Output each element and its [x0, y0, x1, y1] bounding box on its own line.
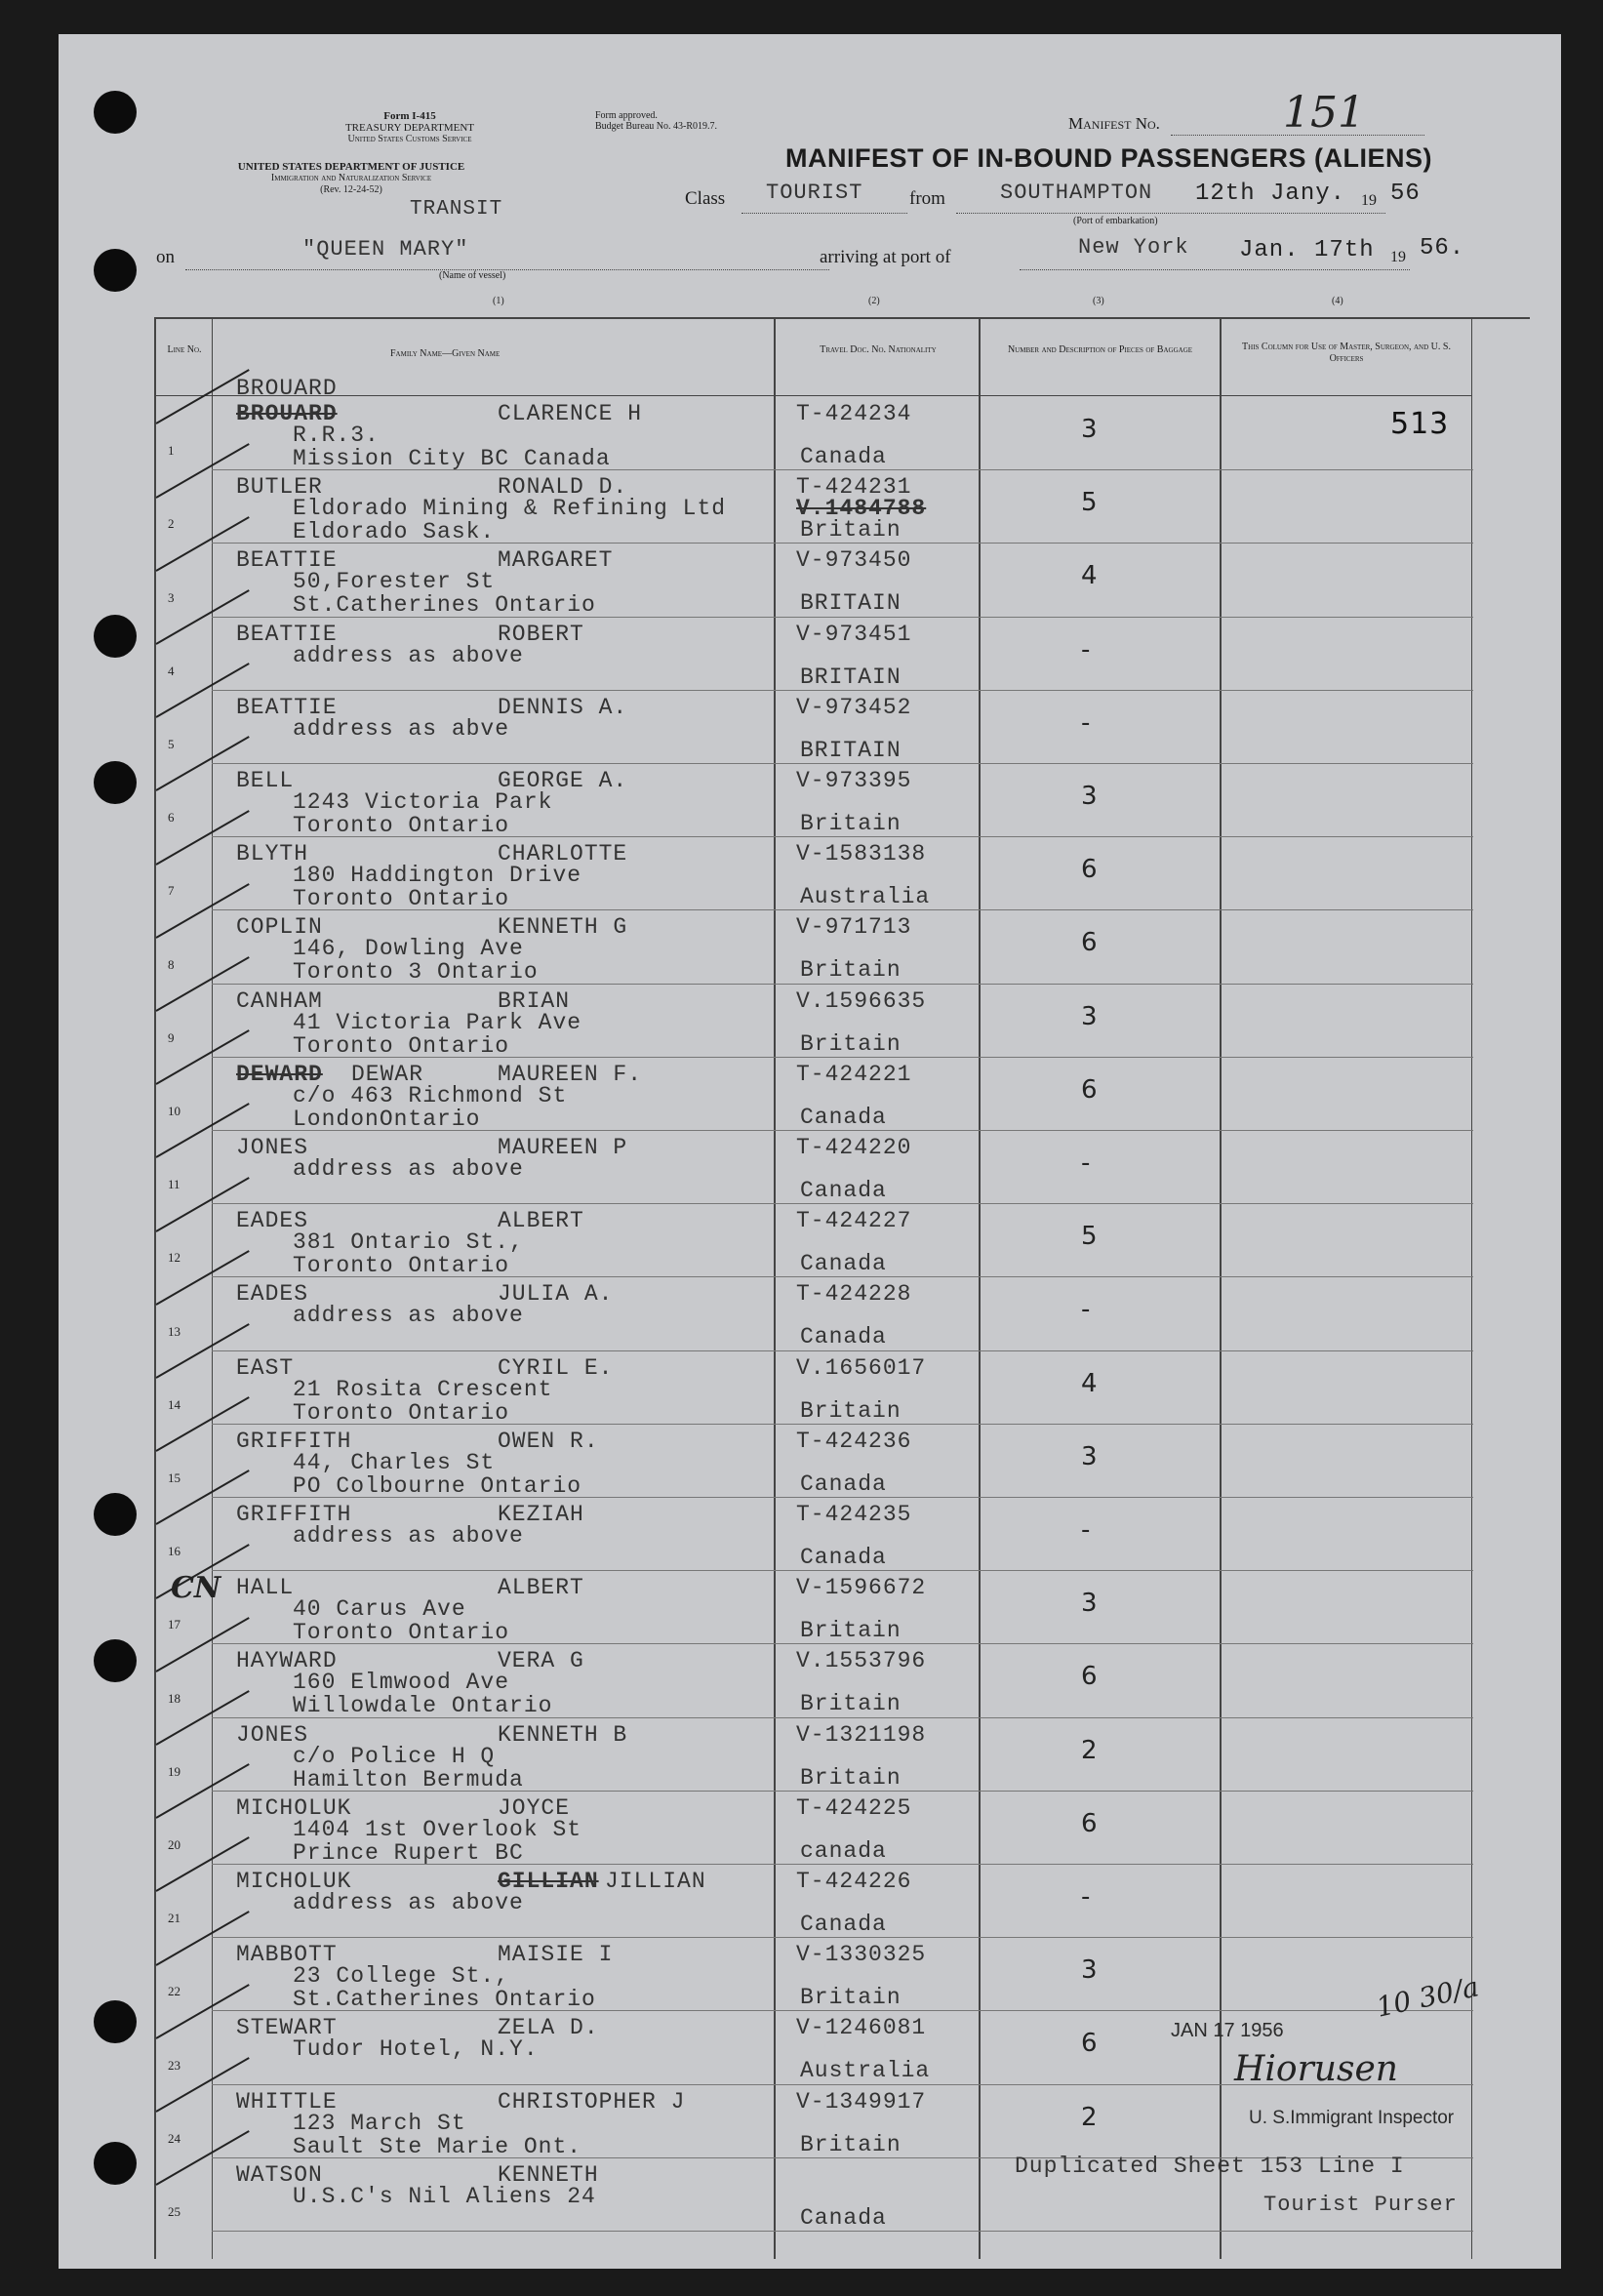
- manifest-label: Manifest No.: [1068, 114, 1160, 133]
- margin-cn-note: CN: [171, 1571, 221, 1605]
- travel-doc-number: T-424235: [796, 1502, 912, 1527]
- address-line-1: 160 Elmwood Ave: [293, 1670, 510, 1696]
- baggage-count: -: [1081, 1148, 1092, 1178]
- baggage-count: 5: [1081, 1222, 1099, 1252]
- binder-hole: [94, 249, 137, 292]
- baggage-count: 3: [1081, 1589, 1099, 1619]
- table-row: [59, 544, 1473, 617]
- line-number: 6: [168, 810, 175, 826]
- address-line-2: PO Colbourne Ontario: [293, 1472, 582, 1499]
- manifest-number: 151: [1283, 88, 1365, 138]
- arrival-date: Jan. 17th: [1239, 237, 1375, 263]
- address-line-2: Prince Rupert BC: [293, 1839, 524, 1866]
- from-underline: [956, 212, 1385, 214]
- line-number: 19: [168, 1763, 180, 1779]
- nationality: Canada: [800, 1545, 887, 1570]
- given-name: JILLIAN: [605, 1869, 706, 1894]
- table-row: [59, 470, 1473, 544]
- line-number: 8: [168, 956, 175, 972]
- given-name: KENNETH G: [498, 914, 628, 941]
- address-line-2: Sault Ste Marie Ont.: [293, 2133, 582, 2159]
- table-row: [59, 1498, 1473, 1571]
- line-number: 9: [168, 1029, 175, 1045]
- manifest-sheet: [59, 34, 1561, 2269]
- address-line-1: 180 Haddington Drive: [293, 863, 582, 889]
- col-number-3: (3): [1093, 296, 1104, 306]
- family-name: BEATTIE: [236, 547, 338, 574]
- table-row: [59, 376, 1473, 471]
- address-line-2: Eldorado Sask.: [293, 519, 496, 545]
- nationality: Britain: [800, 517, 902, 544]
- given-name: MAUREEN F.: [498, 1061, 643, 1087]
- family-name: EAST: [236, 1354, 295, 1381]
- address-line-1: 21 Rosita Crescent: [293, 1376, 553, 1402]
- arrival-year: 56.: [1420, 235, 1465, 262]
- year-prefix: 19: [1361, 192, 1377, 209]
- baggage-count: -: [1081, 1515, 1092, 1545]
- table-row: [59, 1792, 1473, 1865]
- form-approved: Form approved.: [595, 110, 658, 121]
- address-line-2: Toronto Ontario: [293, 1399, 510, 1426]
- nationality: BRITAIN: [800, 664, 902, 690]
- nationality: BRITAIN: [800, 590, 902, 617]
- address-line-1: 381 Ontario St.,: [293, 1229, 524, 1256]
- col-number-1: (1): [493, 296, 504, 306]
- header-travel-doc: Travel Doc. No. Nationality: [820, 344, 937, 355]
- address-line-1: 50,Forester St: [293, 569, 496, 595]
- family-name: STEWART: [236, 2015, 338, 2041]
- line-number: 25: [168, 2203, 180, 2219]
- family-name: CANHAM: [236, 987, 323, 1014]
- address-line-1: 1404 1st Overlook St: [293, 1816, 582, 1842]
- travel-doc-number: V-1321198: [796, 1721, 927, 1748]
- given-name: BRIAN: [498, 987, 571, 1014]
- header-name: Family Name—Given Name: [390, 348, 501, 359]
- line-number: 16: [168, 1544, 180, 1559]
- travel-doc-number: V-973451: [796, 621, 912, 647]
- duplicated-note: Duplicated Sheet 153 Line I: [1015, 2154, 1405, 2179]
- baggage-count: -: [1081, 1882, 1092, 1912]
- address-line-1: c/o Police H Q: [293, 1743, 496, 1769]
- transit-label: TRANSIT: [410, 198, 503, 221]
- stamp-date: JAN 17 1956: [1171, 2020, 1284, 2041]
- table-row: [59, 1277, 1473, 1350]
- address-line-1: Tudor Hotel, N.Y.: [293, 2036, 539, 2063]
- family-name: HALL: [236, 1575, 295, 1601]
- table-row: [59, 837, 1473, 910]
- address-line-1: 1243 Victoria Park: [293, 789, 553, 815]
- line-number: 23: [168, 2057, 180, 2073]
- travel-doc-number: V-1583138: [796, 841, 927, 867]
- travel-doc-number: T-424226: [796, 1869, 912, 1894]
- nationality: canada: [800, 1837, 887, 1864]
- officer-note: 513: [1390, 407, 1450, 441]
- travel-doc-number: V-971713: [796, 914, 912, 941]
- table-row: [59, 1058, 1473, 1131]
- family-name: MICHOLUK: [236, 1794, 352, 1821]
- from-label: from: [909, 188, 945, 209]
- given-name: OWEN R.: [498, 1428, 599, 1454]
- table-row: [59, 1425, 1473, 1498]
- given-name: CLARENCE H: [498, 401, 643, 426]
- address-line-2: Toronto 3 Ontario: [293, 959, 539, 986]
- inspector-label: U. S.Immigrant Inspector: [1249, 2108, 1455, 2128]
- nationality: Britain: [800, 1985, 902, 2011]
- given-name: KENNETH: [498, 2161, 599, 2188]
- line-number: 17: [168, 1617, 180, 1632]
- given-name: RONALD D.: [498, 474, 628, 501]
- struck-given-name: GILLIAN: [498, 1869, 599, 1894]
- address-line-1: c/o 463 Richmond St: [293, 1082, 568, 1108]
- line-number: 18: [168, 1690, 180, 1706]
- address-line-1: 123 March St: [293, 2110, 466, 2136]
- address-line-2: Toronto Ontario: [293, 1032, 510, 1059]
- address-line-1: address as above: [293, 1523, 524, 1549]
- given-name: KEZIAH: [498, 1502, 584, 1527]
- family-name: DEWAR: [351, 1061, 424, 1087]
- address-line-1: 23 College St.,: [293, 1963, 510, 1990]
- nationality: Canada: [800, 1251, 887, 1277]
- travel-doc-number: T-424228: [796, 1281, 912, 1308]
- travel-doc-number: T-424225: [796, 1794, 912, 1821]
- purser-label: Tourist Purser: [1263, 2193, 1458, 2217]
- from-value: SOUTHAMPTON: [1000, 181, 1153, 205]
- struck-doc-number: V.1484788: [796, 496, 927, 522]
- baggage-count: 3: [1081, 415, 1099, 444]
- address-line-1: address as above: [293, 642, 524, 668]
- page-title: MANIFEST OF IN-BOUND PASSENGERS (ALIENS): [785, 143, 1433, 173]
- nationality: Canada: [800, 1470, 887, 1497]
- travel-doc-number: V-1246081: [796, 2015, 927, 2041]
- family-name: GRIFFITH: [236, 1502, 352, 1527]
- line-number: 24: [168, 2130, 180, 2146]
- travel-doc-number: V-973395: [796, 768, 912, 793]
- address-line-2: Hamilton Bermuda: [293, 1766, 524, 1792]
- travel-doc-number: V-1330325: [796, 1942, 927, 1968]
- baggage-count: 6: [1081, 928, 1099, 958]
- nationality: Britain: [800, 1030, 902, 1057]
- nationality: Britain: [800, 957, 902, 984]
- baggage-count: 6: [1081, 1074, 1099, 1105]
- family-correction: BROUARD: [236, 376, 338, 401]
- address-line-1: 44, Charles St: [293, 1449, 496, 1475]
- nationality: Canada: [800, 1104, 887, 1130]
- table-row: [59, 1865, 1473, 1938]
- ins-label: Immigration and Naturalization Service: [270, 173, 432, 183]
- family-name: EADES: [236, 1208, 309, 1234]
- embark-caption: (Port of embarkation): [1073, 216, 1158, 226]
- col-number-2: (2): [868, 296, 880, 306]
- given-name: CHARLOTTE: [498, 841, 628, 867]
- given-name: CYRIL E.: [498, 1354, 614, 1381]
- class-label: Class: [685, 188, 726, 209]
- line-number: 10: [168, 1103, 180, 1118]
- baggage-count: 3: [1081, 782, 1099, 811]
- baggage-count: -: [1081, 1295, 1092, 1325]
- address-line-2: LondonOntario: [293, 1106, 481, 1132]
- nationality: Canada: [800, 1178, 887, 1203]
- travel-doc-number: T-424221: [796, 1061, 912, 1087]
- travel-doc-number: T-424220: [796, 1135, 912, 1160]
- address-line-1: R.R.3.: [293, 423, 380, 448]
- travel-doc-number: T-424231: [796, 474, 912, 501]
- table-row: [59, 1938, 1473, 2011]
- line-number: 2: [168, 516, 175, 532]
- travel-doc-number: T-424234: [796, 401, 912, 426]
- table-row: [59, 985, 1473, 1058]
- nationality: Australia: [800, 884, 931, 910]
- nationality: Britain: [800, 811, 902, 836]
- line-number: 21: [168, 1911, 180, 1926]
- family-name: HAYWARD: [236, 1648, 338, 1674]
- row-rule: [212, 2231, 1473, 2232]
- family-name: BUTLER: [236, 474, 323, 501]
- vessel-name: "QUEEN MARY": [302, 237, 469, 262]
- given-name: ZELA D.: [498, 2015, 599, 2041]
- address-line-1: U.S.C's Nil Aliens 24: [293, 2183, 596, 2209]
- address-line-2: Toronto Ontario: [293, 1620, 510, 1646]
- nationality: Canada: [800, 2204, 887, 2231]
- struck-family-name: DEWARD: [236, 1061, 323, 1087]
- address-line-2: St.Catherines Ontario: [293, 1987, 596, 2013]
- header-baggage: Number and Description of Pieces of Baggage: [1007, 344, 1193, 355]
- address-line-2: Toronto Ontario: [293, 813, 510, 838]
- given-name: ROBERT: [498, 621, 584, 647]
- table-row: [59, 1644, 1473, 1717]
- arrival-port: New York: [1078, 235, 1189, 260]
- baggage-count: 4: [1081, 1368, 1099, 1398]
- given-name: DENNIS A.: [498, 694, 628, 720]
- travel-doc-number: V.1596635: [796, 987, 927, 1014]
- table-row: [59, 764, 1473, 837]
- time-note: 10 30/a: [1373, 1970, 1482, 2024]
- table-row: [59, 910, 1473, 984]
- given-name: MAUREEN P: [498, 1135, 628, 1160]
- line-number: 22: [168, 1984, 180, 1999]
- baggage-count: -: [1081, 707, 1092, 738]
- address-line-1: address as abve: [293, 715, 510, 742]
- address-line-1: 146, Dowling Ave: [293, 936, 524, 962]
- family-name: COPLIN: [236, 914, 323, 941]
- address-line-1: 40 Carus Ave: [293, 1596, 466, 1623]
- line-number: 4: [168, 663, 175, 678]
- treasury-label: TREASURY DEPARTMENT: [344, 122, 475, 134]
- family-name: BELL: [236, 768, 295, 793]
- table-row: [59, 1351, 1473, 1425]
- travel-doc-number: T-424227: [796, 1208, 912, 1234]
- travel-doc-number: V-1596672: [796, 1575, 927, 1601]
- travel-doc-number: V.1656017: [796, 1354, 927, 1381]
- table-row: [59, 1204, 1473, 1277]
- col-number-4: (4): [1332, 296, 1343, 306]
- family-name: BLYTH: [236, 841, 309, 867]
- given-name: JOYCE: [498, 1794, 571, 1821]
- form-number: Form I-415: [383, 110, 436, 122]
- line-number: 1: [168, 443, 175, 459]
- rev-label: (Rev. 12-24-52): [320, 184, 382, 195]
- table-row: [59, 1131, 1473, 1204]
- given-name: ALBERT: [498, 1575, 584, 1601]
- binder-hole: [94, 91, 137, 134]
- line-number: 5: [168, 736, 175, 751]
- baggage-count: 5: [1081, 488, 1099, 518]
- family-name: JONES: [236, 1721, 309, 1748]
- class-underline: [741, 212, 907, 214]
- nationality: Britain: [800, 1397, 902, 1424]
- embark-year: 56: [1390, 181, 1421, 207]
- vessel-underline: [185, 268, 829, 270]
- family-name: BROUARD: [236, 401, 338, 426]
- family-name: MICHOLUK: [236, 1869, 352, 1894]
- line-number: 15: [168, 1470, 180, 1485]
- line-number: 3: [168, 589, 175, 605]
- embark-date: 12th Jany.: [1195, 181, 1346, 207]
- budget-bureau: Budget Bureau No. 43-R019.7.: [595, 121, 717, 132]
- vessel-caption: (Name of vessel): [439, 270, 506, 281]
- baggage-count: 3: [1081, 1001, 1099, 1031]
- line-number: 11: [168, 1177, 180, 1192]
- address-line-2: Toronto Ontario: [293, 1253, 510, 1279]
- arrival-underline: [1020, 268, 1410, 270]
- baggage-count: 4: [1081, 561, 1099, 591]
- baggage-count: 6: [1081, 1662, 1099, 1692]
- baggage-count: 6: [1081, 855, 1099, 885]
- class-value: TOURIST: [766, 181, 863, 205]
- baggage-count: -: [1081, 634, 1092, 665]
- baggage-count: 6: [1081, 2029, 1099, 2059]
- address-line-1: address as above: [293, 1156, 524, 1182]
- family-name: JONES: [236, 1135, 309, 1160]
- baggage-count: 3: [1081, 1441, 1099, 1471]
- given-name: ALBERT: [498, 1208, 584, 1234]
- address-line-2: Mission City BC Canada: [293, 446, 611, 471]
- given-name: JULIA A.: [498, 1281, 614, 1308]
- table-row: [59, 1718, 1473, 1792]
- baggage-count: 6: [1081, 1808, 1099, 1838]
- given-name: MARGARET: [498, 547, 614, 574]
- family-name: MABBOTT: [236, 1942, 338, 1968]
- line-number: 12: [168, 1250, 180, 1266]
- travel-doc-number: V-973450: [796, 547, 912, 574]
- given-name: GEORGE A.: [498, 768, 628, 793]
- travel-doc-number: T-424236: [796, 1428, 912, 1454]
- nationality: Britain: [800, 1618, 902, 1644]
- travel-doc-number: V-1349917: [796, 2088, 927, 2115]
- address-line-1: address as above: [293, 1303, 524, 1329]
- line-number: 13: [168, 1323, 180, 1339]
- header-bottom-rule: [154, 395, 1471, 396]
- table-top-rule: [154, 317, 1530, 319]
- address-line-1: 41 Victoria Park Ave: [293, 1009, 582, 1035]
- nationality: Canada: [800, 1912, 887, 1937]
- family-name: BEATTIE: [236, 694, 338, 720]
- family-name: EADES: [236, 1281, 309, 1308]
- travel-doc-number: V.1553796: [796, 1648, 927, 1674]
- address-line-2: Willowdale Ontario: [293, 1693, 553, 1719]
- family-name: BEATTIE: [236, 621, 338, 647]
- nationality: Canada: [800, 1324, 887, 1350]
- given-name: VERA G: [498, 1648, 584, 1674]
- given-name: MAISIE I: [498, 1942, 614, 1968]
- customs-label: United States Customs Service: [347, 134, 472, 144]
- address-line-1: address as above: [293, 1890, 524, 1915]
- line-number: 14: [168, 1396, 180, 1412]
- nationality: Canada: [800, 444, 887, 469]
- header-officers: This Column for Use of Master, Surgeon, and U. S. Officers: [1242, 342, 1451, 364]
- nationality: Britain: [800, 1691, 902, 1717]
- baggage-count: 3: [1081, 1955, 1099, 1986]
- travel-doc-number: V-973452: [796, 694, 912, 720]
- inspector-signature: Hiorusen: [1234, 2049, 1398, 2089]
- table-row: [59, 691, 1473, 764]
- family-name: GRIFFITH: [236, 1428, 352, 1454]
- address-line-2: Toronto Ontario: [293, 886, 510, 912]
- table-row: [59, 1571, 1473, 1644]
- family-name: WATSON: [236, 2161, 323, 2188]
- on-label: on: [156, 247, 175, 267]
- address-line-2: St.Catherines Ontario: [293, 592, 596, 619]
- baggage-count: 2: [1081, 2102, 1099, 2132]
- justice-label: UNITED STATES DEPARTMENT OF JUSTICE: [237, 161, 465, 173]
- table-row: [59, 618, 1473, 691]
- nationality: Britain: [800, 2131, 902, 2157]
- header-line-no: Line No.: [167, 344, 202, 355]
- family-name: WHITTLE: [236, 2088, 338, 2115]
- nationality: BRITAIN: [800, 737, 902, 763]
- nationality: Australia: [800, 2058, 931, 2084]
- line-number: 7: [168, 883, 175, 899]
- given-name: KENNETH B: [498, 1721, 628, 1748]
- nationality: Britain: [800, 1764, 902, 1791]
- line-number: 20: [168, 1836, 180, 1852]
- arrival-year-prefix: 19: [1390, 249, 1406, 265]
- given-name: CHRISTOPHER J: [498, 2088, 686, 2115]
- address-line-1: Eldorado Mining & Refining Ltd: [293, 496, 727, 522]
- baggage-count: 2: [1081, 1735, 1099, 1765]
- arriving-label: arriving at port of: [820, 247, 951, 267]
